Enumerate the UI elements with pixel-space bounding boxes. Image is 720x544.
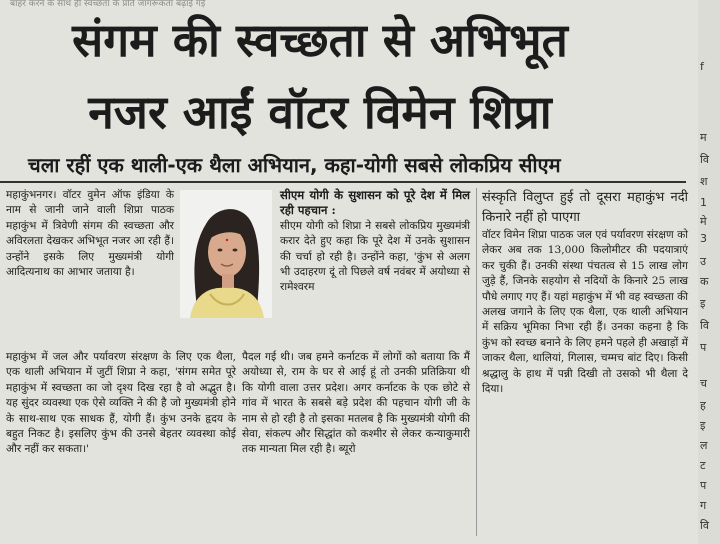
headline-line-1: संगम की स्वच्छता से अभिभूत (72, 13, 568, 67)
article-column-1-continued: महाकुंभ में जल और पर्यावरण संरक्षण के लिए एक थैला, एक थाली अभियान में जुटीं शिप्रा ने कहा, 'संगम समेत पूरे महाकुंभ में स्वच्छता का जो दृश्य दिख रहा है वो अद्भुत है। यह सुंदर व्यवस्था एक ऐसे व्यक्ति ने की है जो मुख्यमंत्री होने के साथ-साथ एक साधक हैं, योगी हैं। कुंभ उनके हृदय के बहुत निकट है। इसलिए कुंभ की उनसे बेहतर व्यवस्था कोई और नहीं कर सकता।' (6, 351, 236, 456)
edge-letter: इ (700, 419, 706, 432)
edge-letter: वि (700, 319, 709, 332)
edge-letter: वि (700, 519, 709, 532)
edge-letter: क (700, 275, 709, 288)
edge-letter: श (700, 175, 708, 188)
edge-letter: 3 (700, 232, 707, 245)
edge-letter: ट (700, 459, 706, 472)
column-divider (476, 188, 477, 536)
edge-letter: 1 (700, 196, 707, 209)
edge-letter: ल (700, 439, 708, 452)
headline-line-2: नजर आईं वॉटर विमेन शिप्रा (88, 85, 552, 139)
column-2-paragraph: सीएम योगी को शिप्रा ने सबसे लोकप्रिय मुख्यमंत्री करार देते हुए कहा कि पूरे देश में उनके सुशासन की चर्चा हो रही है। उन्होंने कहा, 'कुंभ से अलग भी उदाहरण दूं तो पिछले वर्ष नवंबर में अयोध्या से रामेश्वरम (280, 219, 470, 294)
article-column-3 (482, 188, 688, 397)
column-2-subheading: सीएम योगी के सुशासन को पूरे देश में मिल रही पहचान : (280, 188, 470, 218)
intro-paragraph: महाकुंभनगर। वॉटर वुमेन ऑफ इंडिया के नाम से जानी जाने वाली शिप्रा पाठक महाकुंभ में त्रिवेणी संगम की स्वच्छता और अविरलता देखकर अभिभूत नजर आ रही हैं। उन्होंने इसके लिए मुख्यमंत्री योगी आदित्यनाथ का आभार जताया है। (6, 189, 174, 279)
edge-letter: इ (700, 297, 706, 310)
edge-letter: म (700, 131, 707, 144)
edge-letter: उ (700, 255, 707, 268)
edge-letter: ह (700, 399, 706, 412)
article-column-1 (6, 188, 174, 280)
adjacent-article-edge (698, 0, 720, 544)
edge-letter: f (700, 60, 704, 73)
edge-letter: च (700, 377, 707, 390)
edge-letter: ग (700, 499, 707, 512)
column-3-paragraph: वॉटर विमेन शिप्रा पाठक जल एवं पर्यावरण संरक्षण को लेकर अब तक 13,000 किलोमीटर की पदयात्राएं कर चुकी हैं। उनकी संस्था पंचतत्व से 15 लाख लोग जुड़े हैं, जिनके सहयोग से नदियों के किनारे 25 लाख पौधे लगाए गए हैं। यहां महाकुंभ में भी वह स्वच्छता की अलख जगाने के लिए एक थैला, एक थाली अभियान में सक्रिय भूमिका निभा रही हैं। उनका कहना है कि कुंभ को स्वच्छ बनाने के लिए हमने पहले ही अखाड़ों में जाकर थैला, थालियां, गिलास, चम्मच बांट दिए। किसी श्रद्धालु के हाथ में पन्नी दिखी तो उसको भी थैला दे दिया। (482, 229, 689, 396)
headline-rule (0, 181, 686, 183)
edge-letter: वि (700, 153, 709, 166)
edge-letter: प (700, 341, 707, 354)
article-column-2-continued: पैदल गई थी। जब हमने कर्नाटक में लोगों को बताया कि मैं अयोध्या से, राम के घर से आई हूं तो उनकी प्रतिक्रिया थी कि योगी वाला उत्तर प्रदेश। अगर कर्नाटक के एक छोटे से गांव में भारत के सबसे बड़े प्रदेश की पहचान योगी जी के नाम से हो रही है तो इसका मतलब है कि मुख्यमंत्री योगी की सेवा, संकल्प और सिद्धांत को कश्मीर से लेकर कन्याकुमारी तक मान्यता मिल रही है। ब्यूरो (242, 351, 470, 456)
article-column-2 (280, 188, 470, 296)
edge-letter: मे (700, 215, 707, 228)
portrait-photo (180, 190, 272, 318)
woman-portrait-illustration (180, 190, 272, 318)
column-3-subheading: संस्कृति विलुप्त हुई तो दूसरा महाकुंभ नदी किनारे नहीं हो पाएगा (482, 190, 688, 225)
previous-article-remnant: बाहर करने के साथ ही स्वच्छता के प्रति जागरूकता बढ़ाई गई (10, 0, 206, 8)
subheadline: चला रहीं एक थाली-एक थैला अभियान, कहा-योगी सबसे लोकप्रिय सीएम (28, 153, 561, 177)
edge-letter: प (700, 479, 707, 492)
